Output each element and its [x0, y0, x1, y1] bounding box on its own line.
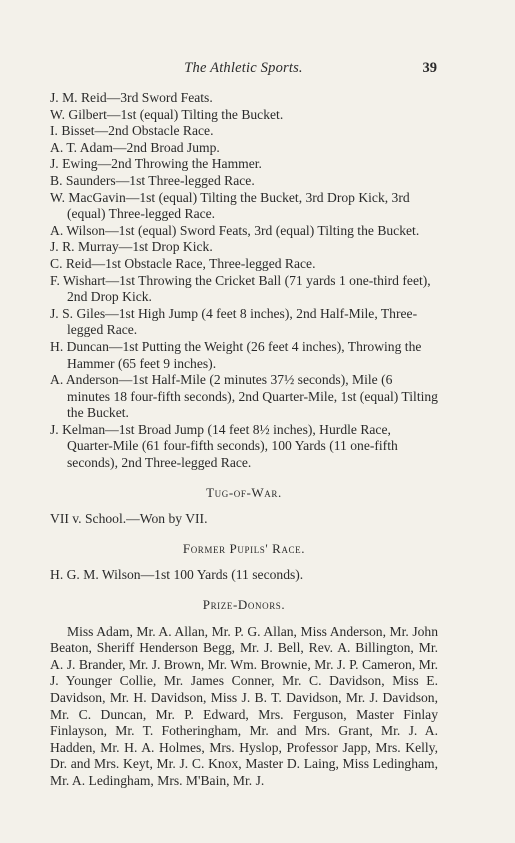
running-head	[50, 60, 437, 78]
page-content	[50, 90, 438, 790]
result-entry: J. S. Giles—1st High Jump (4 feet 8 inches), 2nd Half-Mile, Three-legged Race.	[50, 305, 418, 338]
result-entry: A. T. Adam—2nd Broad Jump.	[50, 139, 220, 155]
results-list	[50, 90, 438, 472]
tug-of-war-result: VII v. School.—Won by VII.	[50, 511, 208, 527]
prize-donors-text: Miss Adam, Mr. A. Allan, Mr. P. G. Allan, Miss Anderson, Mr. John Beaton, Sheriff Henderson Begg, Mr. J. Bell, Rev. A. Billington, Mr. A. J. Brander, Mr. J. Brown, Mr. Wm. Brownie, Mr. J. P. Cameron, Mr. J. Younger Collie, Mr. James Conner, Mr. C. Davidson, Miss E. Davidson, Mr. H. Davidson, Miss J. B. T. Davidson, Mr. J. Davidson, Mr. C. Duncan, Mr. P. Edward, Mrs. Ferguson, Master Finlay Finlayson, Mr. T. Fotheringham, Mr. and Mrs. Grant, Mr. J. A. Hadden, Mr. H. A. Holmes, Mrs. Hyslop, Professor Japp, Mrs. Kelly, Dr. and Mrs. Keyt, Mr. J. C. Knox, Master D. Laing, Miss Ledingham, Mr. A. Ledingham, Mrs. M'Bain, Mr. J.	[50, 623, 438, 788]
result-entry: J. Kelman—1st Broad Jump (14 feet 8½ inches), Hurdle Race, Quarter-Mile (61 four-fifth seconds), 100 Yards (11 one-fifth seconds), 2nd Three-legged Race.	[50, 421, 398, 471]
result-entry: J. R. Murray—1st Drop Kick.	[50, 239, 213, 255]
result-entry: W. MacGavin—1st (equal) Tilting the Bucket, 3rd Drop Kick, 3rd (equal) Three-legged Race.	[50, 189, 410, 222]
former-pupils-heading: Former Pupils' Race.	[182, 540, 306, 556]
prize-donors-heading: Prize-Donors.	[202, 597, 286, 613]
result-entry: A. Anderson—1st Half-Mile (2 minutes 37½ seconds), Mile (6 minutes 18 four-fifth seconds), 2nd Quarter-Mile, 1st (equal) Tilting the Bucket.	[50, 372, 438, 421]
result-entry: W. Gilbert—1st (equal) Tilting the Bucket.	[50, 106, 284, 122]
result-entry: J. M. Reid—3rd Sword Feats.	[50, 90, 213, 105]
result-entry: C. Reid—1st Obstacle Race, Three-legged Race.	[50, 255, 316, 271]
result-entry: A. Wilson—1st (equal) Sword Feats, 3rd (equal) Tilting the Bucket.	[50, 222, 420, 238]
running-title: The Athletic Sports.	[184, 60, 303, 76]
result-entry: B. Saunders—1st Three-legged Race.	[50, 172, 255, 188]
result-entry: J. Ewing—2nd Throwing the Hammer.	[50, 156, 262, 172]
result-entry: H. Duncan—1st Putting the Weight (26 feet 4 inches), Throwing the Hammer (65 feet 9 inches).	[50, 338, 422, 371]
tug-of-war-heading: Tug-of-War.	[206, 484, 282, 500]
result-entry: I. Bisset—2nd Obstacle Race.	[50, 123, 214, 139]
former-pupils-result: H. G. M. Wilson—1st 100 Yards (11 seconds).	[50, 567, 304, 583]
result-entry: F. Wishart—1st Throwing the Cricket Ball (71 yards 1 one-third feet), 2nd Drop Kick.	[50, 272, 431, 305]
page-number: 39	[422, 60, 437, 76]
